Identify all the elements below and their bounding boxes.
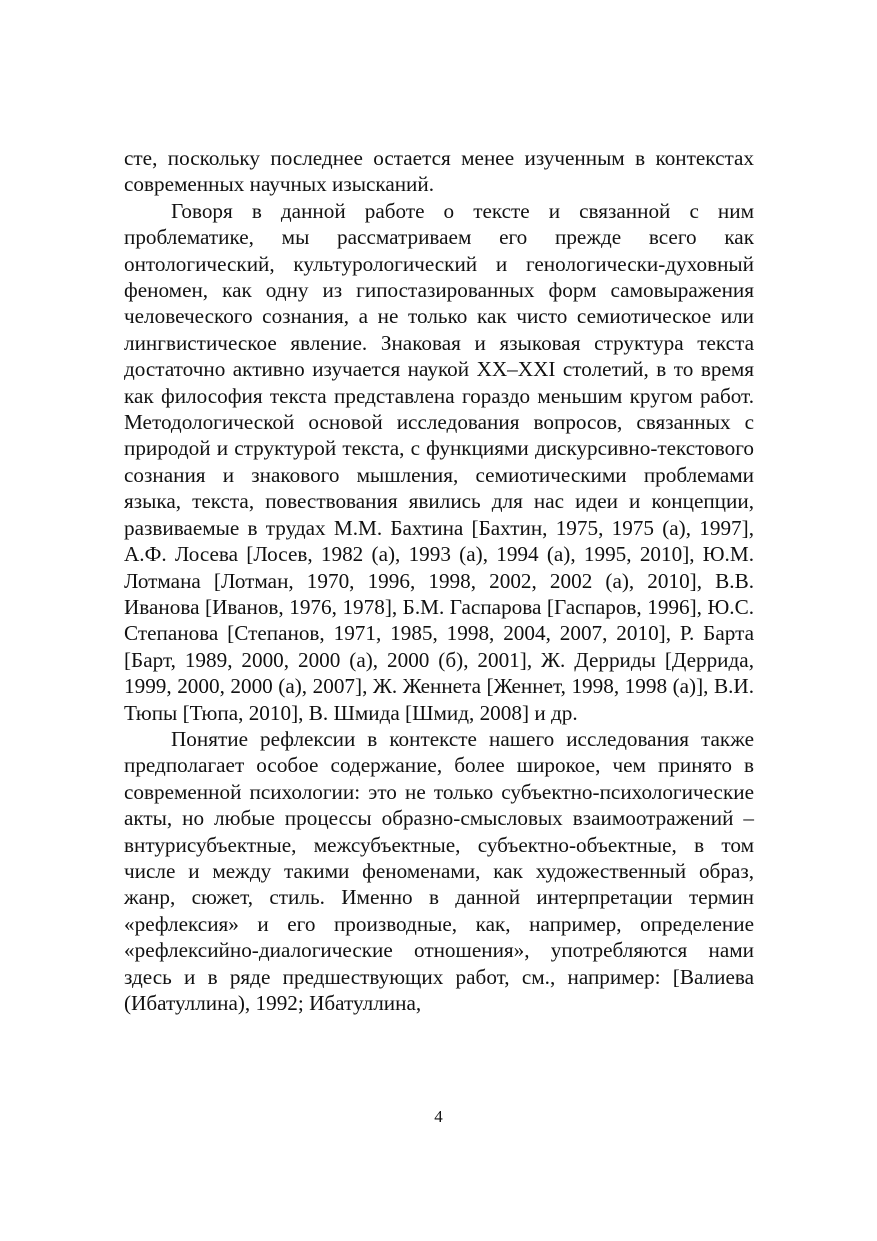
paragraph-text-theory: Говоря в данной работе о тексте и связанной с ним проблематике, мы рассматриваем его прежде всего как онтологический, культурологический и генологически-духовный феномен, как одну из гипостазированных форм самовыражения человеческого сознания, а не только как чисто семиотическое или лингвистическое явление. Знаковая и языковая структура текста достаточно активно изучается наукой XX–XXI столетий, в то время как философия текста представлена гораздо меньшим кругом работ. Методологической основой исследования вопросов, связанных с природой и структурой текста, с функциями дискурсивно-текстового сознания и знакового мышления, семиотическими проблемами языка, текста, повествования явились для нас идеи и концепции, развиваемые в трудах М.М. Бахтина [Бахтин, 1975, 1975 (а), 1997], А.Ф. Лосева [Лосев, 1982 (а), 1993 (а), 1994 (а), 1995, 2010], Ю.М. Лотмана [Лотман, 1970, 1996, 1998, 2002, 2002 (а), 2010], В.В. Иванова [Иванов, 1976, 1978], Б.М. Гаспарова [Гаспаров, 1996], Ю.С. Степанова [Степанов, 1971, 1985, 1998, 2004, 2007, 2010], Р. Барта [Барт, 1989, 2000, 2000 (а), 2000 (б), 2001], Ж. Дерриды [Деррида, 1999, 2000, 2000 (а), 2007], Ж. Женнета [Женнет, 1998, 1998 (а)], В.И. Тюпы [Тюпа, 2010], В. Шмида [Шмид, 2008] и др. xyxy=(124,198,754,725)
paragraph-continuation: сте, поскольку последнее остается менее изученным в контекстах современных научных изысканий. xyxy=(124,146,754,197)
page-number: 4 xyxy=(434,1107,443,1126)
paragraph-reflection-concept: Понятие рефлексии в контексте нашего исследования также предполагает особое содержание, более широкое, чем принято в современной психологии: это не только субъектно-психологические акты, но любые процессы образно-смысловых взаимоотражений – внтурисубъектные, межсубъектные, субъектно-объектные, в том числе и между такими феноменами, как художественный образ, жанр, сюжет, стиль. Именно в данной интерпретации термин «рефлексия» и его производные, как, например, определение «рефлексийно-диалогические отношения», употребляются нами здесь и в ряде предшествующих работ, см., например: [Валиева (Ибатуллина), 1992; Ибатуллина, xyxy=(124,726,754,1015)
body-text xyxy=(124,145,754,1016)
